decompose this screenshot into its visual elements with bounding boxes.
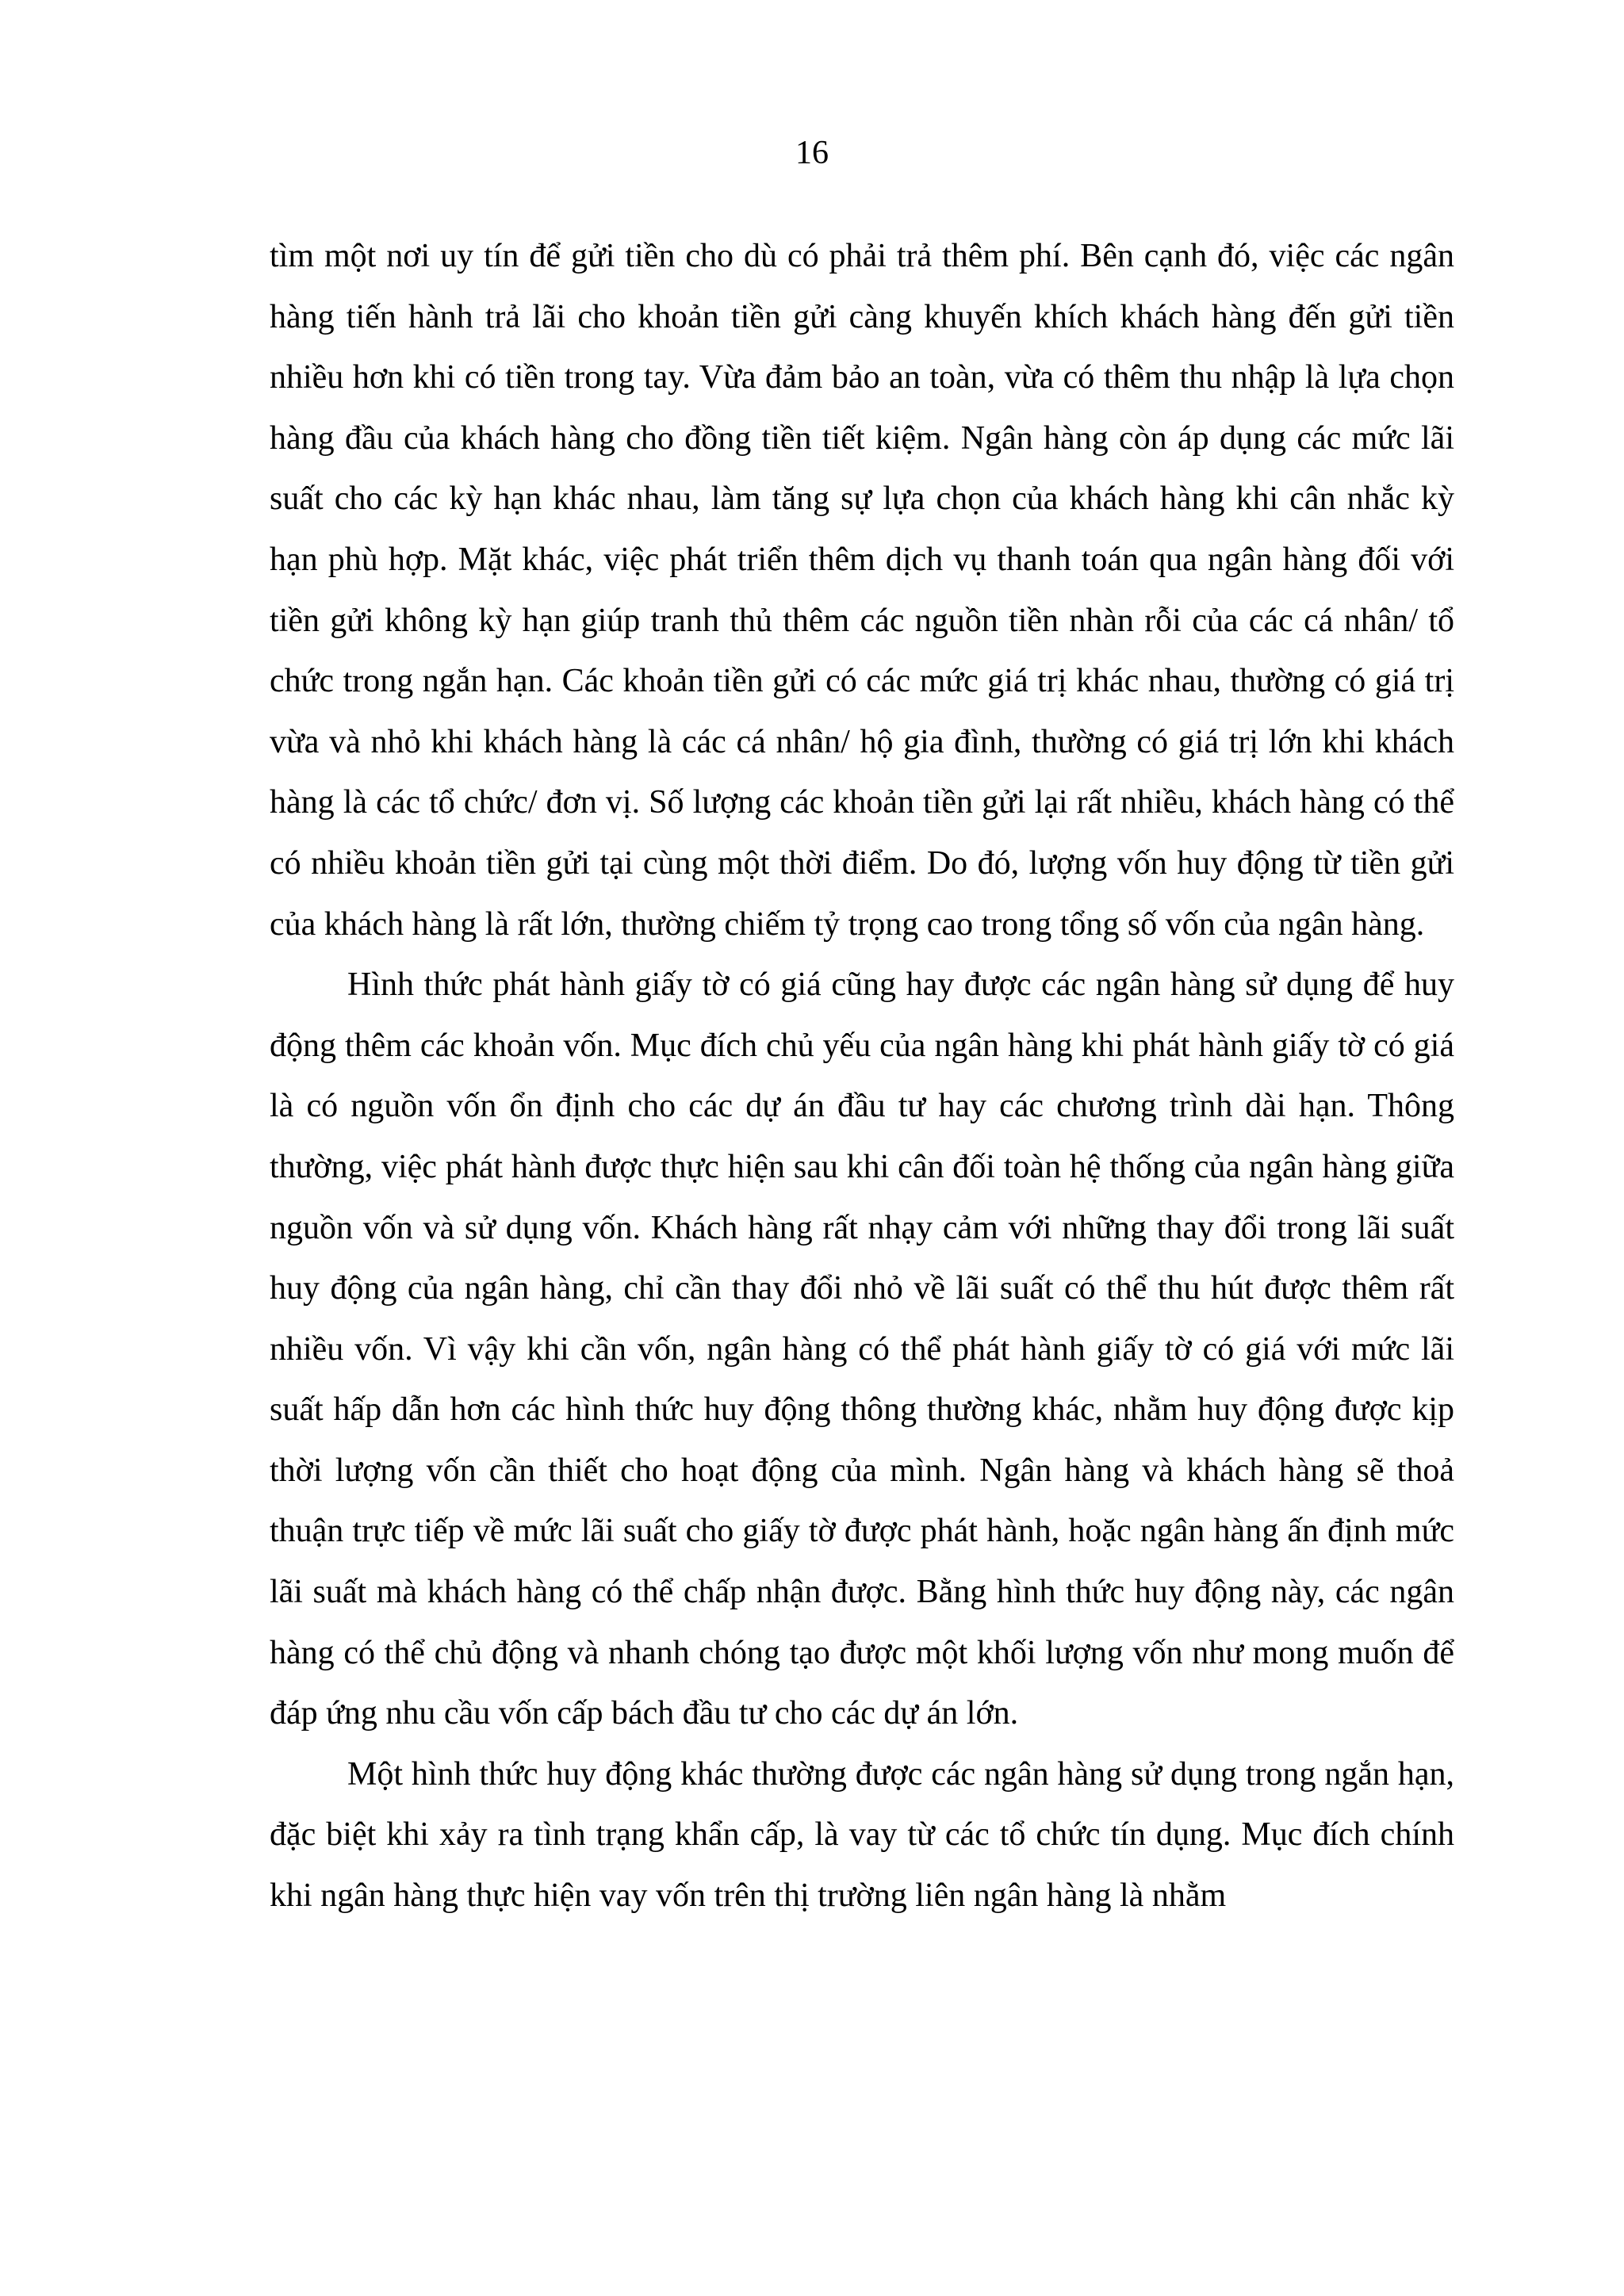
page-number: 16 [795, 135, 829, 171]
paragraph-interbank-borrowing: Một hình thức huy động khác thường được các ngân hàng sử dụng trong ngắn hạn, đặc biệt khi xảy ra tình trạng khẩn cấp, là vay từ các tổ chức tín dụng. Mục đích chính khi ngân hàng thực hiện vay vốn trên thị trường liên ngân hàng là nhằm [270, 1755, 1454, 1915]
paragraph-continued: tìm một nơi uy tín để gửi tiền cho dù có phải trả thêm phí. Bên cạnh đó, việc các ngân hàng tiến hành trả lãi cho khoản tiền gửi càng khuyến khích khách hàng đến gửi tiền nhiều hơn khi có tiền trong tay. Vừa đảm bảo an toàn, vừa có thêm thu nhập là lựa chọn hàng đầu của khách hàng cho đồng tiền tiết kiệm. Ngân hàng còn áp dụng các mức lãi suất cho các kỳ hạn khác nhau, làm tăng sự lựa chọn của khách hàng khi cân nhắc kỳ hạn phù hợp. Mặt khác, việc phát triển thêm dịch vụ thanh toán qua ngân hàng đối với tiền gửi không kỳ hạn giúp tranh thủ thêm các nguồn tiền nhàn rỗi của các cá nhân/ tổ chức trong ngắn hạn. Các khoản tiền gửi có các mức giá trị khác nhau, thường có giá trị vừa và nhỏ khi khách hàng là các cá nhân/ hộ gia đình, thường có giá trị lớn khi khách hàng là các tổ chức/ đơn vị. Số lượng các khoản tiền gửi lại rất nhiều, khách hàng có thể có nhiều khoản tiền gửi tại cùng một thời điểm. Do đó, lượng vốn huy động từ tiền gửi của khách hàng là rất lớn, thường chiếm tỷ trọng cao trong tổng số vốn của ngân hàng. [270, 238, 1454, 943]
paragraph-securities-issuance: Hình thức phát hành giấy tờ có giá cũng hay được các ngân hàng sử dụng để huy động thêm các khoản vốn. Mục đích chủ yếu của ngân hàng khi phát hành giấy tờ có giá là có nguồn vốn ổn định cho các dự án đầu tư hay các chương trình dài hạn. Thông thường, việc phát hành được thực hiện sau khi cân đối toàn hệ thống của ngân hàng giữa nguồn vốn và sử dụng vốn. Khách hàng rất nhạy cảm với những thay đổi trong lãi suất huy động của ngân hàng, chỉ cần thay đổi nhỏ về lãi suất có thể thu hút được thêm rất nhiều vốn. Vì vậy khi cần vốn, ngân hàng có thể phát hành giấy tờ có giá với mức lãi suất hấp dẫn hơn các hình thức huy động thông thường khác, nhằm huy động được kịp thời lượng vốn cần thiết cho hoạt động của mình. Ngân hàng và khách hàng sẽ thoả thuận trực tiếp về mức lãi suất cho giấy tờ được phát hành, hoặc ngân hàng ấn định mức lãi suất mà khách hàng có thể chấp nhận được. Bằng hình thức huy động này, các ngân hàng có thể chủ động và nhanh chóng tạo được một khối lượng vốn như mong muốn để đáp ứng nhu cầu vốn cấp bách đầu tư cho các dự án lớn. [270, 966, 1454, 1732]
body-text [270, 226, 1454, 1927]
